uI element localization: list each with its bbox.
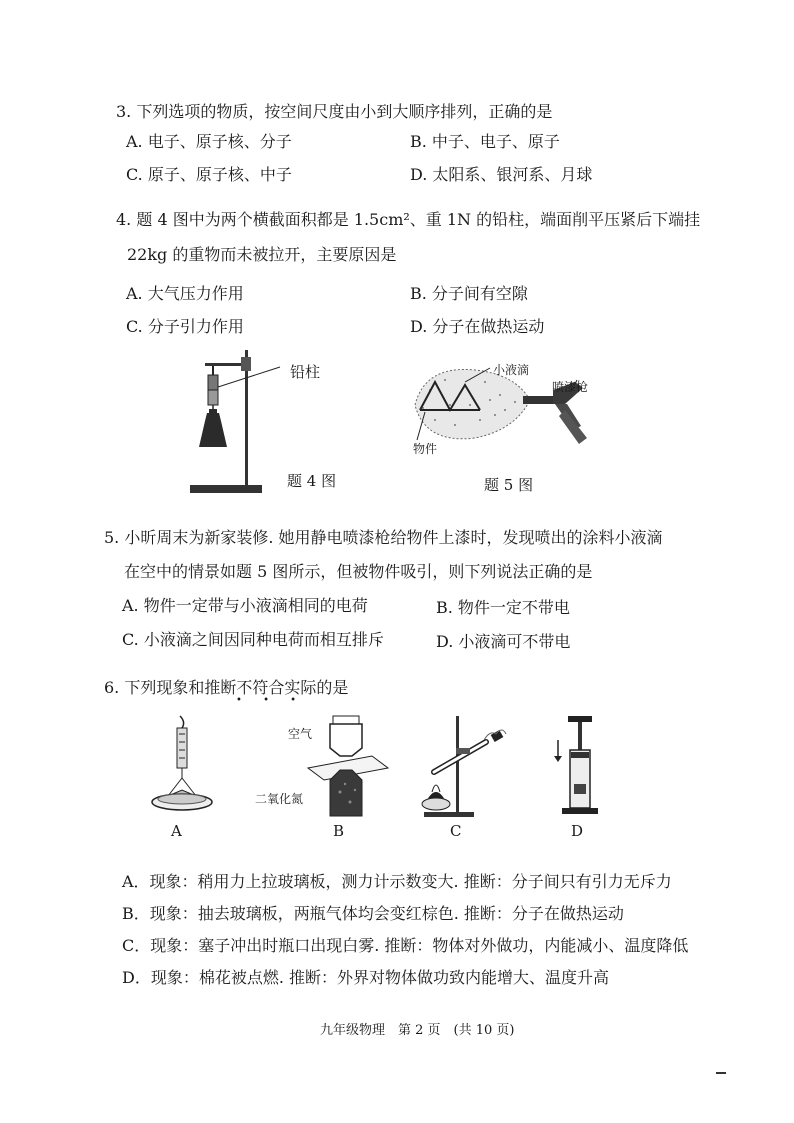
q6-option-b: B．现象：抽去玻璃板，两瓶气体均会变红棕色. 推断：分子在做热运动 xyxy=(122,904,624,923)
figure-6c-test-tube xyxy=(406,712,516,822)
figure-6b-gas-label: 二氧化氮 xyxy=(255,792,304,806)
q6-stem: 6. 下列现象和推断不符合实际的是 xyxy=(104,678,349,697)
q3-stem: 3. 下列选项的物质，按空间尺度由小到大顺序排列，正确的是 xyxy=(116,102,553,121)
q3-option-a: A. 电子、原子核、分子 xyxy=(126,132,292,151)
figure-5-droplet-label: 小液滴 xyxy=(493,363,530,377)
figure-6d-compression-cylinder xyxy=(550,712,610,822)
q4-stem-line1: 4. 题 4 图中为两个横截面积都是 1.5cm²、重 1N 的铅柱，端面削平压紧后下端挂 xyxy=(116,210,701,229)
q5-stem-line2: 在空中的情景如题 5 图所示，但被物件吸引，则下列说法正确的是 xyxy=(124,562,593,581)
emphasis-dots: • • • xyxy=(236,695,306,706)
q6-option-c: C．现象：塞子冲出时瓶口出现白雾. 推断：物体对外做功，内能减小、温度降低 xyxy=(122,936,689,955)
q4-option-c: C. 分子引力作用 xyxy=(126,317,244,336)
figure-5-gun-label: 喷漆枪 xyxy=(552,380,589,394)
figure-4-lead-cylinders xyxy=(185,345,295,500)
figure-5-object-label: 物件 xyxy=(413,442,438,456)
figure-6-label-d: D xyxy=(571,822,584,840)
q3-option-c: C. 原子、原子核、中子 xyxy=(126,165,292,184)
q5-option-b: B. 物件一定不带电 xyxy=(436,598,570,617)
figure-6-label-b: B xyxy=(333,822,345,840)
figure-5-caption: 题 5 图 xyxy=(484,476,534,494)
q4-stem-line2: 22kg 的重物而未被拉开，主要原因是 xyxy=(127,245,397,264)
q3-option-d: D. 太阳系、银河系、月球 xyxy=(410,165,593,184)
figure-6-label-c: C xyxy=(450,822,462,840)
q4-option-a: A. 大气压力作用 xyxy=(126,284,244,303)
q4-option-b: B. 分子间有空隙 xyxy=(410,284,528,303)
q3-option-b: B. 中子、电子、原子 xyxy=(410,132,560,151)
figure-6b-air-label: 空气 xyxy=(288,727,313,741)
q5-stem-line1: 5. 小昕周末为新家装修. 她用静电喷漆枪给物件上漆时，发现喷出的涂料小液滴 xyxy=(104,528,663,547)
q5-option-a: A. 物件一定带与小液滴相同的电荷 xyxy=(122,596,368,615)
figure-6a-force-gauge xyxy=(148,712,218,822)
q5-option-c: C. 小液滴之间因同种电荷而相互排斥 xyxy=(122,630,384,649)
figure-6-label-a: A xyxy=(171,822,182,840)
page-footer: 九年级物理 第 2 页 (共 10 页) xyxy=(320,1023,515,1038)
figure-4-label: 铅柱 xyxy=(290,363,321,381)
figure-4-caption: 题 4 图 xyxy=(287,472,337,490)
scan-mark xyxy=(716,1072,726,1074)
q6-option-a: A．现象：稍用力上拉玻璃板，测力计示数变大. 推断：分子间只有引力无斥力 xyxy=(122,872,672,891)
q4-option-d: D. 分子在做热运动 xyxy=(410,317,545,336)
q6-option-d: D．现象：棉花被点燃. 推断：外界对物体做功致内能增大、温度升高 xyxy=(122,968,610,987)
q5-option-d: D. 小液滴可不带电 xyxy=(436,632,571,651)
figure-6b-gas-diffusion xyxy=(300,712,390,822)
